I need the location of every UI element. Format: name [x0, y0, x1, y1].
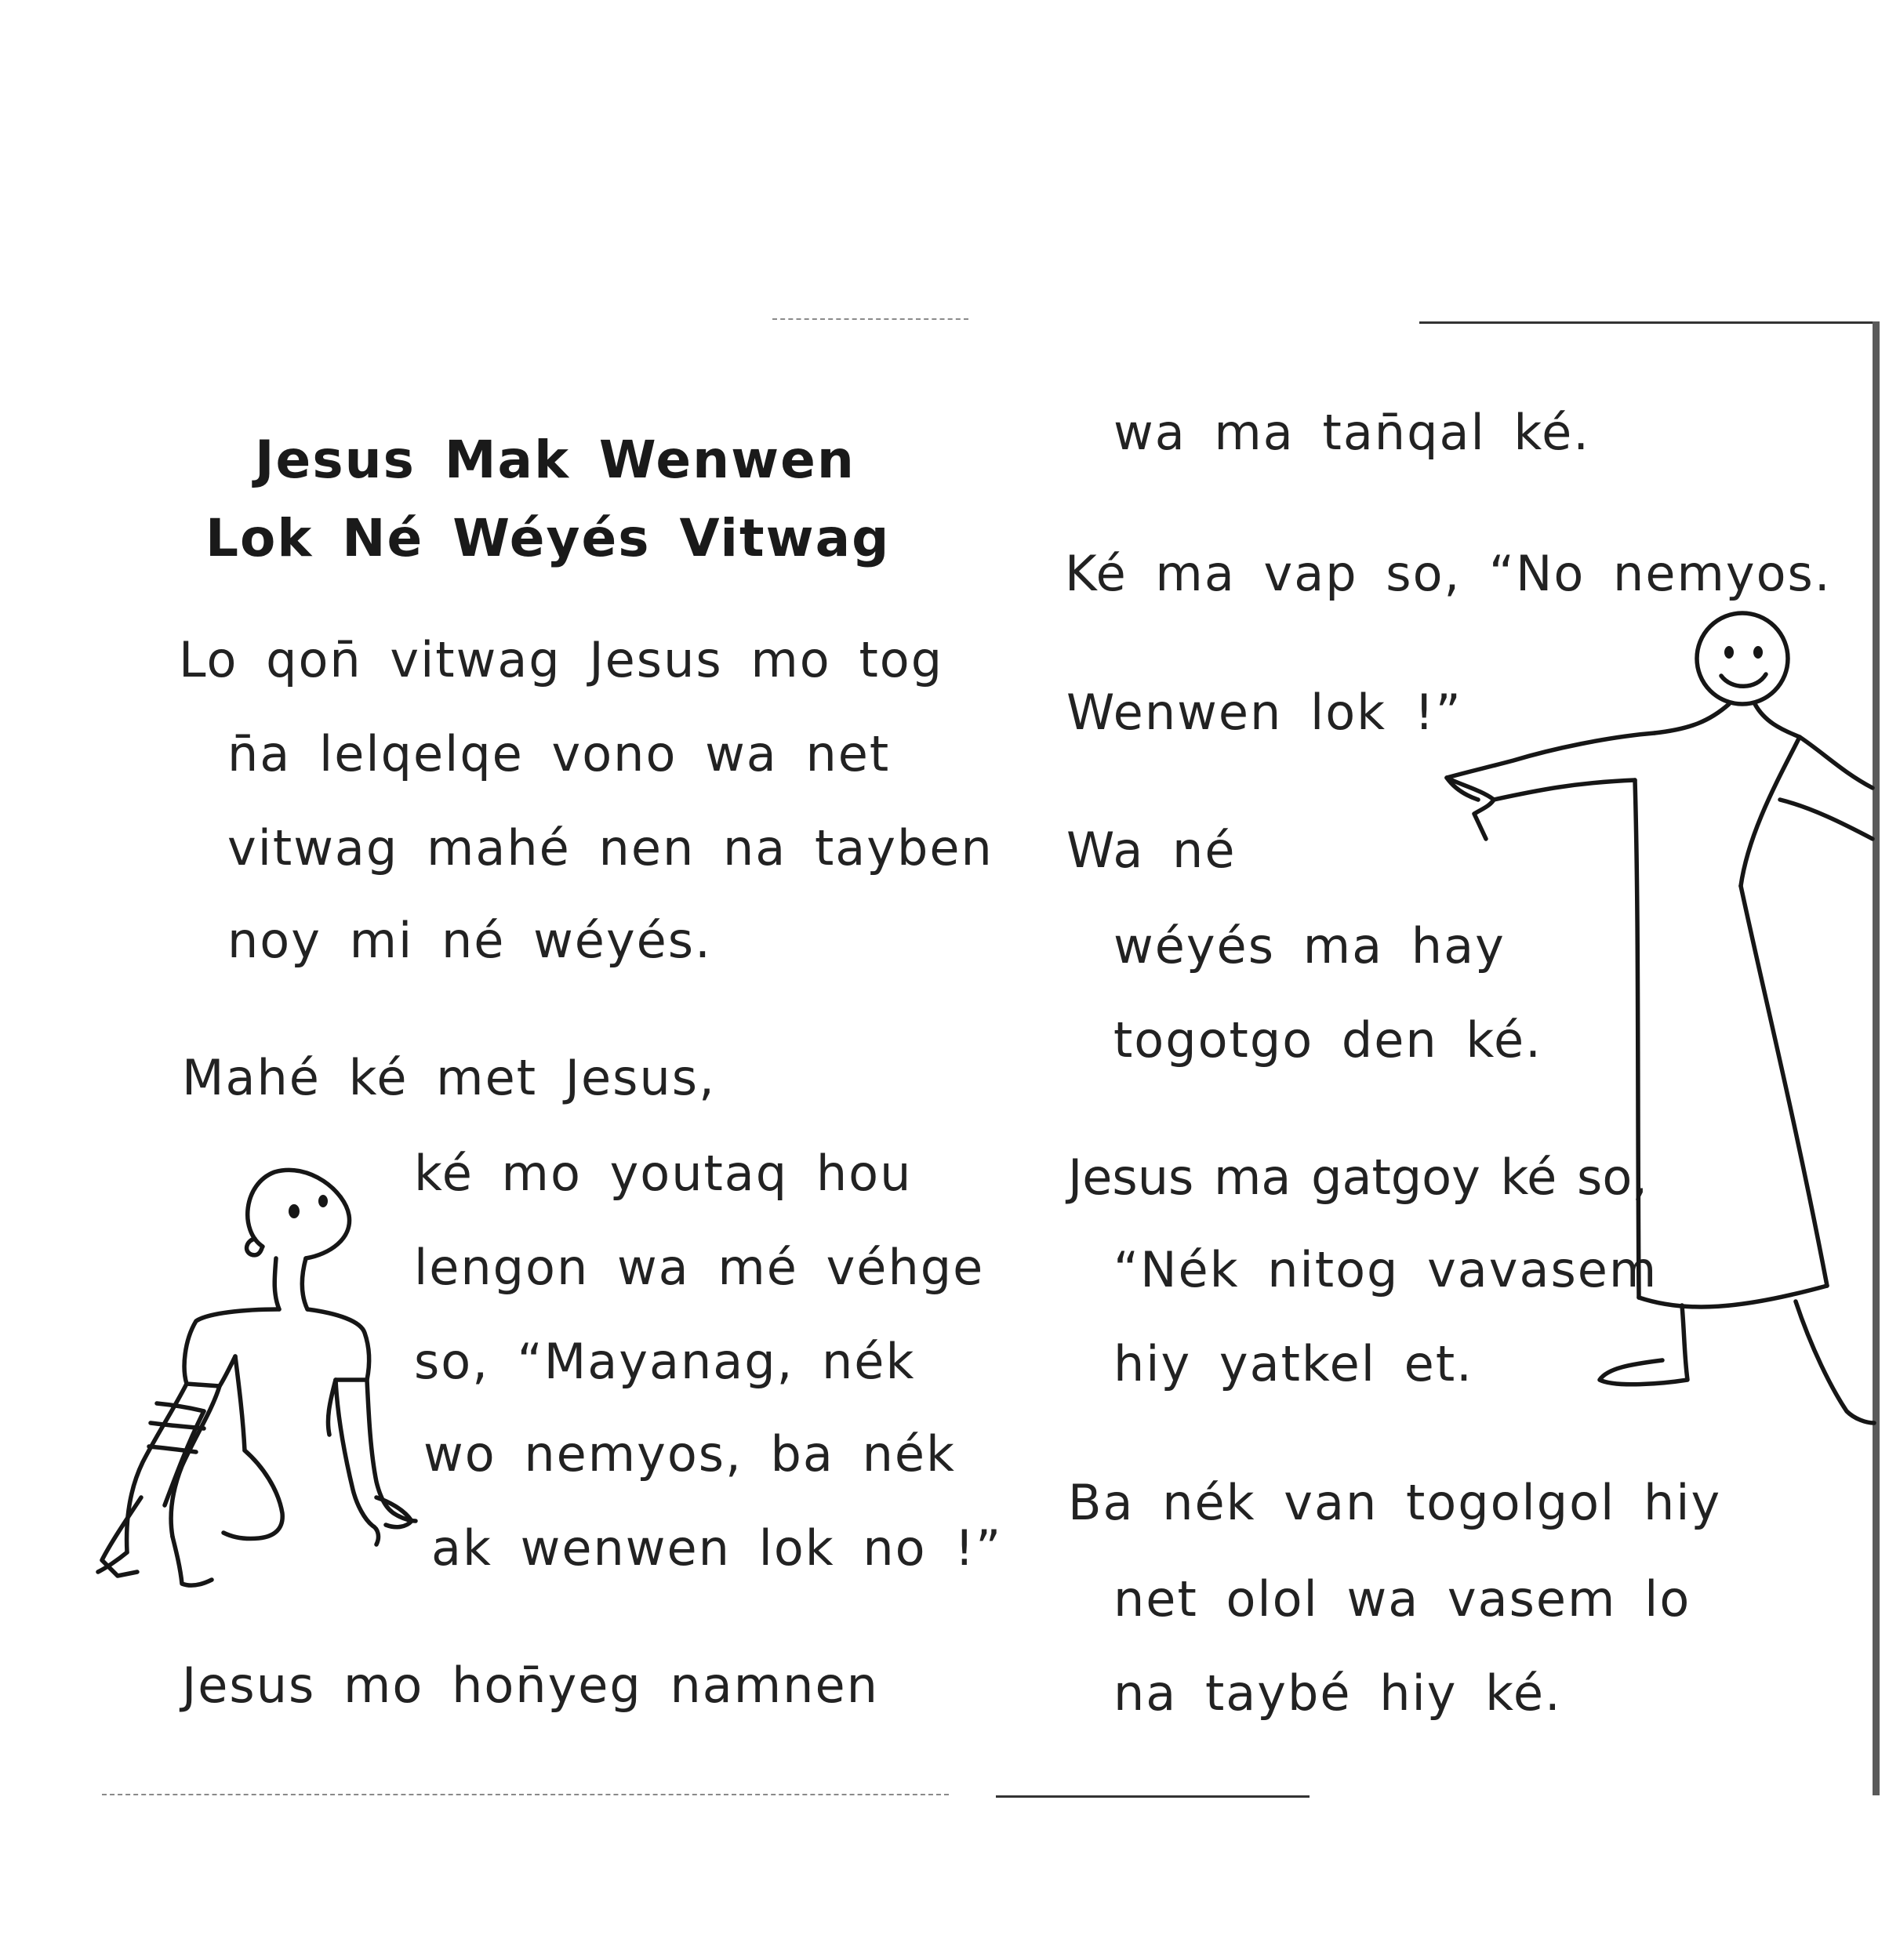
kneeling-man-illustration — [94, 1152, 423, 1607]
right-text-line: na taybé hiy ké. — [1113, 1664, 1562, 1722]
bottom-rule-right — [996, 1795, 1310, 1798]
right-text-line: Wa né — [1066, 822, 1237, 879]
left-text-line: vitwag mahé nen na tayben — [227, 819, 994, 877]
right-text-line: net olol wa vasem lo — [1113, 1570, 1691, 1628]
standing-jesus-illustration — [1372, 604, 1874, 1435]
right-text-line: Ké ma vap so, “No nemyos. — [1065, 545, 1832, 602]
left-text-line: Mahé ké met Jesus, — [182, 1049, 716, 1106]
left-text-line: noy mi né wéyés. — [227, 912, 712, 969]
left-text-line: Lo qon̄ vitwag Jesus mo tog — [179, 631, 944, 688]
left-text-line: Jesus mo hon̄yeg namnen — [182, 1657, 879, 1714]
left-text-line: so, “Mayanag, nék — [414, 1333, 916, 1390]
right-text-line: Jesus ma gatgoy ké so, — [1068, 1149, 1647, 1206]
right-text-line: Ba nék van togolgol hiy — [1068, 1474, 1722, 1531]
left-text-line: lengon wa mé véhge — [414, 1239, 985, 1296]
top-rule-left — [772, 318, 968, 320]
left-text-line: wo nemyos, ba nék — [423, 1425, 956, 1483]
left-text-line: ak wenwen lok no !” — [431, 1519, 1003, 1577]
page-title-line-2: Lok Né Wéyés Vitwag — [205, 508, 891, 568]
right-text-line: togotgo den ké. — [1113, 1011, 1542, 1069]
bottom-rule-left — [102, 1794, 949, 1795]
left-text-line: n̄a lelqelqe vono wa net — [227, 725, 891, 782]
top-rule-right — [1419, 321, 1874, 324]
right-text-line: wa ma tan̄qal ké. — [1113, 404, 1590, 461]
right-text-line: “Nék nitog vavasem — [1113, 1241, 1658, 1298]
right-text-line: Wenwen lok !” — [1066, 684, 1462, 741]
right-text-line: wéyés ma hay — [1113, 917, 1506, 975]
page-title-line-1: Jesus Mak Wenwen — [255, 430, 855, 490]
left-text-line: ké mo youtaq hou — [414, 1145, 913, 1202]
right-text-line: hiy yatkel et. — [1113, 1335, 1473, 1392]
